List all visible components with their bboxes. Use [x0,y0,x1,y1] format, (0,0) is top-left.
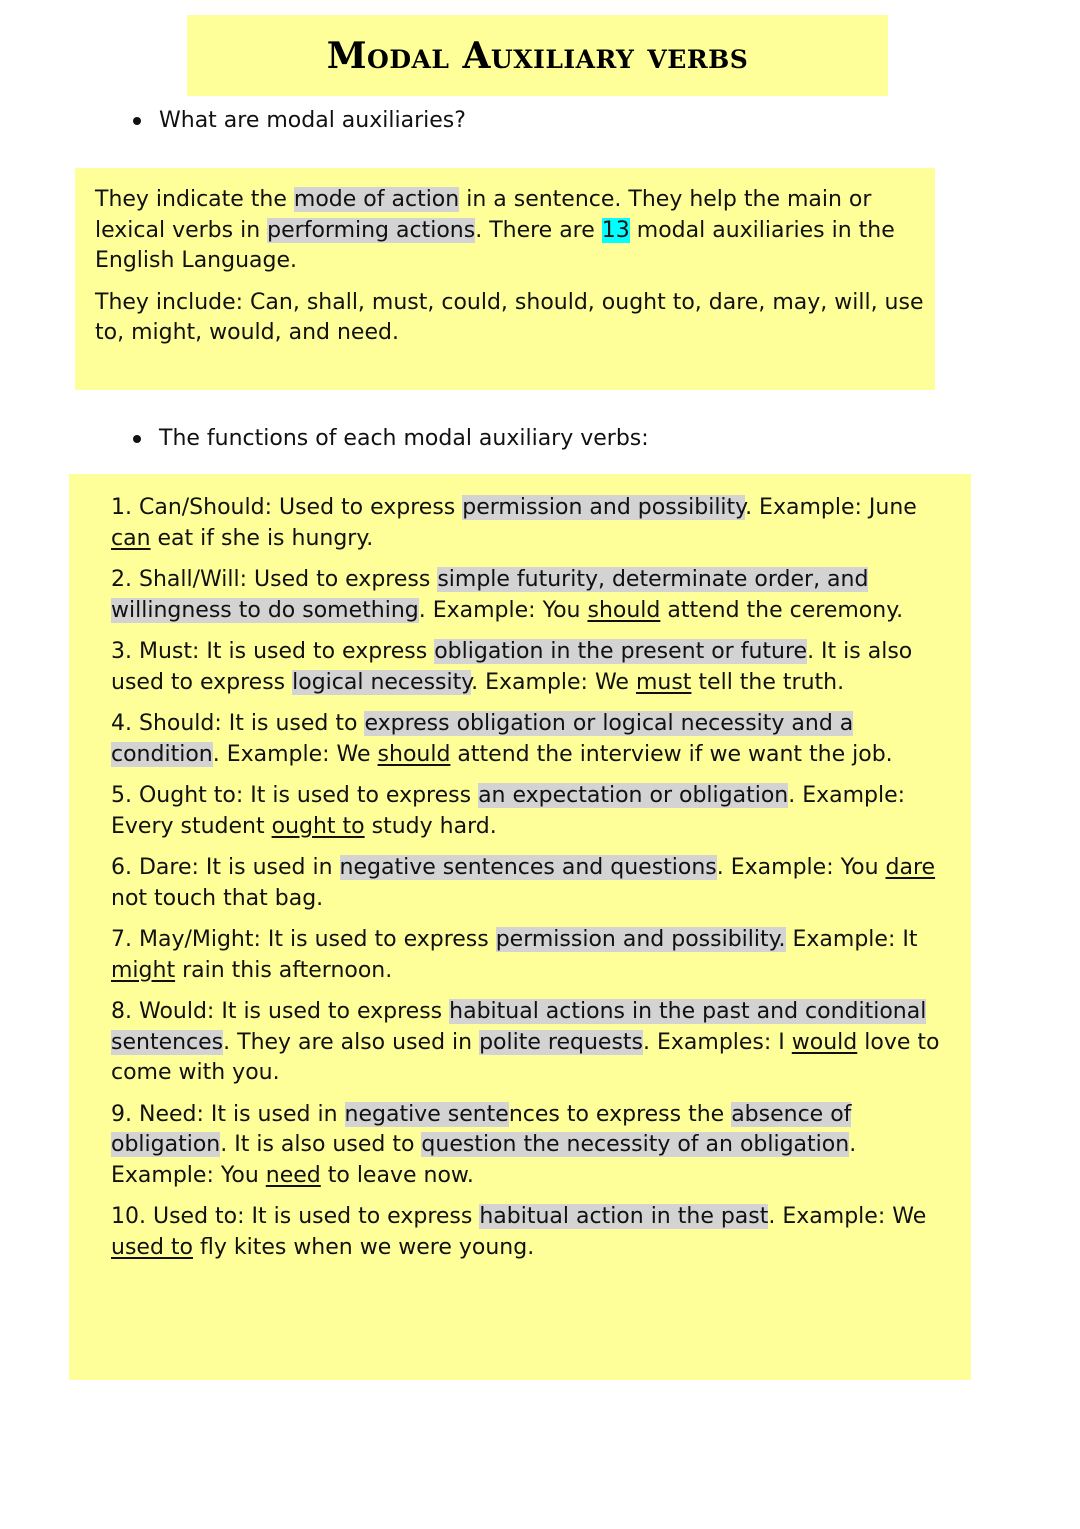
example-modal: used to [111,1234,193,1260]
page-title: Modal Auxiliary verbs [326,34,749,77]
functions-box [69,474,971,1380]
bullet-text: The functions of each modal auxiliary verbs: [159,426,649,451]
example-modal: ought to [271,813,365,839]
example-modal: dare [885,855,936,880]
title-banner [187,15,888,96]
function-item: 1. Can/Should: Used to express permission and possibility. Example: June can eat if she is hungry. [111,495,917,551]
list-paragraph: They include: Can, shall, must, could, should, ought to, dare, may, will, use to, might, would, and need. [95,289,924,345]
function-item: 6. Dare: It is used in negative sentences and questions. Example: You dare not touch that bag. [111,855,936,911]
example-modal: must [635,669,692,695]
function-item: 8. Would: It is used to express habitual actions in the past and conditional sentences. They are also used in polite requests. Examples: I would love to come with you. [111,999,940,1085]
highlight: performing actions [267,217,476,243]
example-modal: should [587,597,661,623]
bullet-question [133,108,466,133]
bullet-dot-icon [133,117,141,125]
highlight-count: 13 [601,217,630,243]
definition-paragraph: They indicate the mode of action in a sentence. They help the main or lexical verbs in performing actions. There are 13 modal auxiliaries in the English Language. [95,187,895,273]
example-modal: should [377,741,451,767]
example-modal: might [111,957,176,983]
function-item: 2. Shall/Will: Used to express simple futurity, determinate order, and willingness to do something. Example: You should attend the ceremony. [111,567,904,623]
highlight: mode of action [293,187,460,212]
example-modal: would [791,1029,858,1055]
bullet-text: What are modal auxiliaries? [159,108,466,133]
example-modal: need [265,1162,321,1188]
example-modal: can [111,525,151,551]
function-item: 10. Used to: It is used to express habitual action in the past. Example: We used to fly kites when we were young. [111,1204,927,1260]
function-item: 3. Must: It is used to express obligation in the present or future. It is also used to express logical necessity. Example: We must tell the truth. [111,639,913,695]
bullet-dot-icon [133,435,141,443]
function-item: 4. Should: It is used to express obligation or logical necessity and a condition. Example: We should attend the interview if we want the job. [111,711,893,767]
function-item: 9. Need: It is used in negative sentences to express the absence of obligation. It is also used to question the necessity of an obligation. Example: You need to leave now. [111,1101,857,1188]
function-item: 5. Ought to: It is used to express an expectation or obligation. Example: Every student ought to study hard. [111,783,906,839]
definition-box [75,168,935,390]
function-item: 7. May/Might: It is used to express permission and possibility. Example: It might rain this afternoon. [111,927,918,983]
bullet-functions [133,426,649,451]
